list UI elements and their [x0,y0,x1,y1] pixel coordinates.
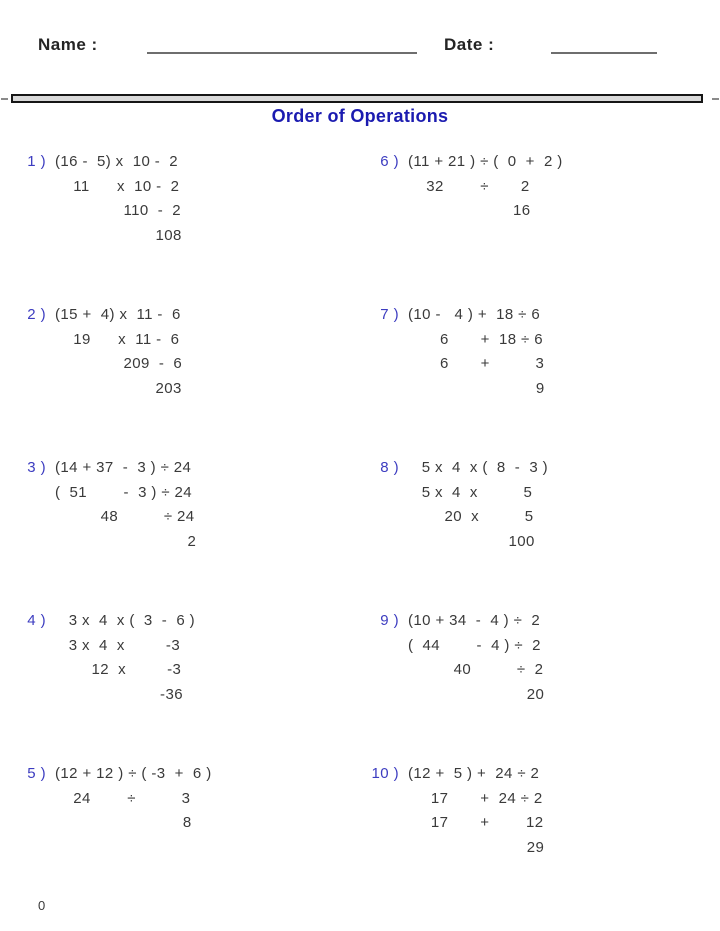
problem-number: 9 ) [380,612,399,629]
problem-lines [55,456,196,554]
problem-line: (16 - 5) x 10 - 2 [55,153,179,170]
problem-line: 20 [408,685,545,703]
problem-line: (14 + 37 - 3 ) ÷ 24 [55,459,192,476]
problem-lines [55,609,195,707]
problem-line: (15 + 4) x 11 - 6 [55,306,181,323]
problem-lines [408,303,545,401]
problem-number: 2 ) [27,306,46,323]
problem-lines [55,150,182,248]
problem-number: 6 ) [380,153,399,170]
date-blank-line [551,52,657,54]
problem-line: 32 ÷ 2 [408,177,530,195]
rule-tick-left [1,98,8,100]
problem-7 [370,303,545,401]
problem-3 [20,456,196,554]
problem-lines [408,762,544,860]
problem-lines [55,762,212,836]
problem-number: 4 ) [27,612,46,629]
problem-line: 20 x 5 [408,508,534,525]
problem-line: 203 [55,379,182,397]
problem-line: 209 - 6 [55,355,183,372]
problem-line: 11 x 10 - 2 [55,177,180,195]
problem-line: 29 [408,838,545,856]
problem-line: 24 ÷ 3 [55,789,191,807]
problem-2 [20,303,182,401]
problem-10 [370,762,544,860]
problem-1 [20,150,182,248]
date-label: Date : [444,35,495,54]
problem-8 [370,456,548,554]
problem-line: 19 x 11 - 6 [55,330,180,348]
problem-lines [408,456,548,554]
problem-line: 5 x 4 x ( 8 - 3 ) [408,459,549,476]
problem-number: 7 ) [380,306,399,323]
worksheet-title: Order of Operations [271,106,449,126]
problem-line: 9 [408,379,545,397]
rule-tick-right [712,98,719,100]
problem-number: 8 ) [380,459,399,476]
problem-line: -36 [55,685,183,703]
problem-line: (10 + 34 - 4 ) ÷ 2 [408,612,541,629]
divider-rule [11,94,703,103]
problem-number: 3 ) [27,459,46,476]
problem-line: 2 [55,532,197,550]
problem-number: 10 ) [371,765,399,782]
problem-line: 6 + 18 ÷ 6 [408,330,543,348]
problem-line: 16 [408,202,531,219]
problem-line: (12 + 12 ) ÷ ( -3 + 6 ) [55,765,212,782]
name-label: Name : [38,35,98,54]
problem-5 [20,762,212,836]
problem-line: 12 x -3 [55,661,182,678]
problem-line: 3 x 4 x ( 3 - 6 ) [55,612,196,629]
problem-number: 5 ) [27,765,46,782]
problem-line: 5 x 4 x 5 [408,483,533,501]
problem-number: 1 ) [27,153,46,170]
problem-4 [20,609,195,707]
problem-lines [408,150,563,224]
name-blank-line [147,52,417,54]
problem-line: 108 [55,226,182,244]
problem-line: 17 + 24 ÷ 2 [408,789,543,807]
problem-line: 17 + 12 [408,814,544,831]
problem-lines [408,609,544,707]
problem-line: 3 x 4 x -3 [55,636,181,654]
problem-line: (11 + 21 ) ÷ ( 0 + 2 ) [408,153,563,170]
problem-line: 100 [408,532,535,550]
problem-line: (12 + 5 ) + 24 ÷ 2 [408,765,540,782]
problem-line: 110 - 2 [55,202,182,219]
problem-line: (10 - 4 ) + 18 ÷ 6 [408,306,541,323]
problem-line: 48 ÷ 24 [55,508,195,525]
problem-6 [370,150,563,224]
problem-9 [370,609,544,707]
problem-line: 6 + 3 [408,355,545,372]
problem-lines [55,303,182,401]
problem-line: 8 [55,814,192,831]
problem-line: ( 51 - 3 ) ÷ 24 [55,483,193,501]
problem-line: ( 44 - 4 ) ÷ 2 [408,636,541,654]
problem-line: 40 ÷ 2 [408,661,544,678]
page-number: 0 [38,898,46,913]
